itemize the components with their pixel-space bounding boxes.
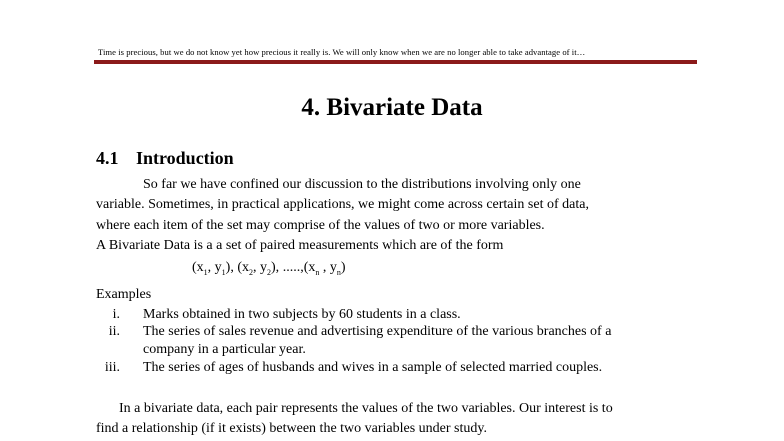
section-heading xyxy=(96,148,234,169)
closing-line-2: find a relationship (if it exists) between the two variables under study. xyxy=(96,421,487,436)
examples-heading: Examples xyxy=(96,287,152,302)
header-quote: Time is precious, but we do not know yet how precious it really is. We will only know when we are no longer able to take advantage of it… xyxy=(98,47,586,57)
chapter-title: 4. Bivariate Data xyxy=(301,94,483,121)
section-title: Introduction xyxy=(136,148,234,168)
list-item: Marks obtained in two subjects by 60 students in a class. xyxy=(143,307,461,322)
paired-measurements-formula: ($x_1$, $y_1$), ($x_2$, $y_2$), $.....,(x_n$ , $y_n$) xyxy=(192,260,346,277)
closing-line-1: In a bivariate data, each pair represents the values of the two variables. Our interest is to xyxy=(119,401,613,416)
list-number: iii. xyxy=(104,360,120,375)
header-rule xyxy=(94,60,697,64)
list-number: i. xyxy=(112,307,120,322)
section-number: 4.1 xyxy=(96,148,119,168)
list-number: ii. xyxy=(108,324,120,339)
intro-line-3: where each item of the set may comprise of the values of two or more variables. xyxy=(96,218,545,233)
definition-line: A Bivariate Data is a a set of paired measurements which are of the form xyxy=(96,238,504,253)
list-item-continued: company in a particular year. xyxy=(143,342,306,357)
intro-line-1: So far we have confined our discussion to the distributions involving only one xyxy=(143,177,581,192)
list-item: The series of ages of husbands and wives in a sample of selected married couples. xyxy=(143,360,603,375)
list-item: The series of sales revenue and advertising expenditure of the various branches of a xyxy=(143,324,612,339)
intro-line-2: variable. Sometimes, in practical applications, we might come across certain set of data, xyxy=(96,197,589,212)
